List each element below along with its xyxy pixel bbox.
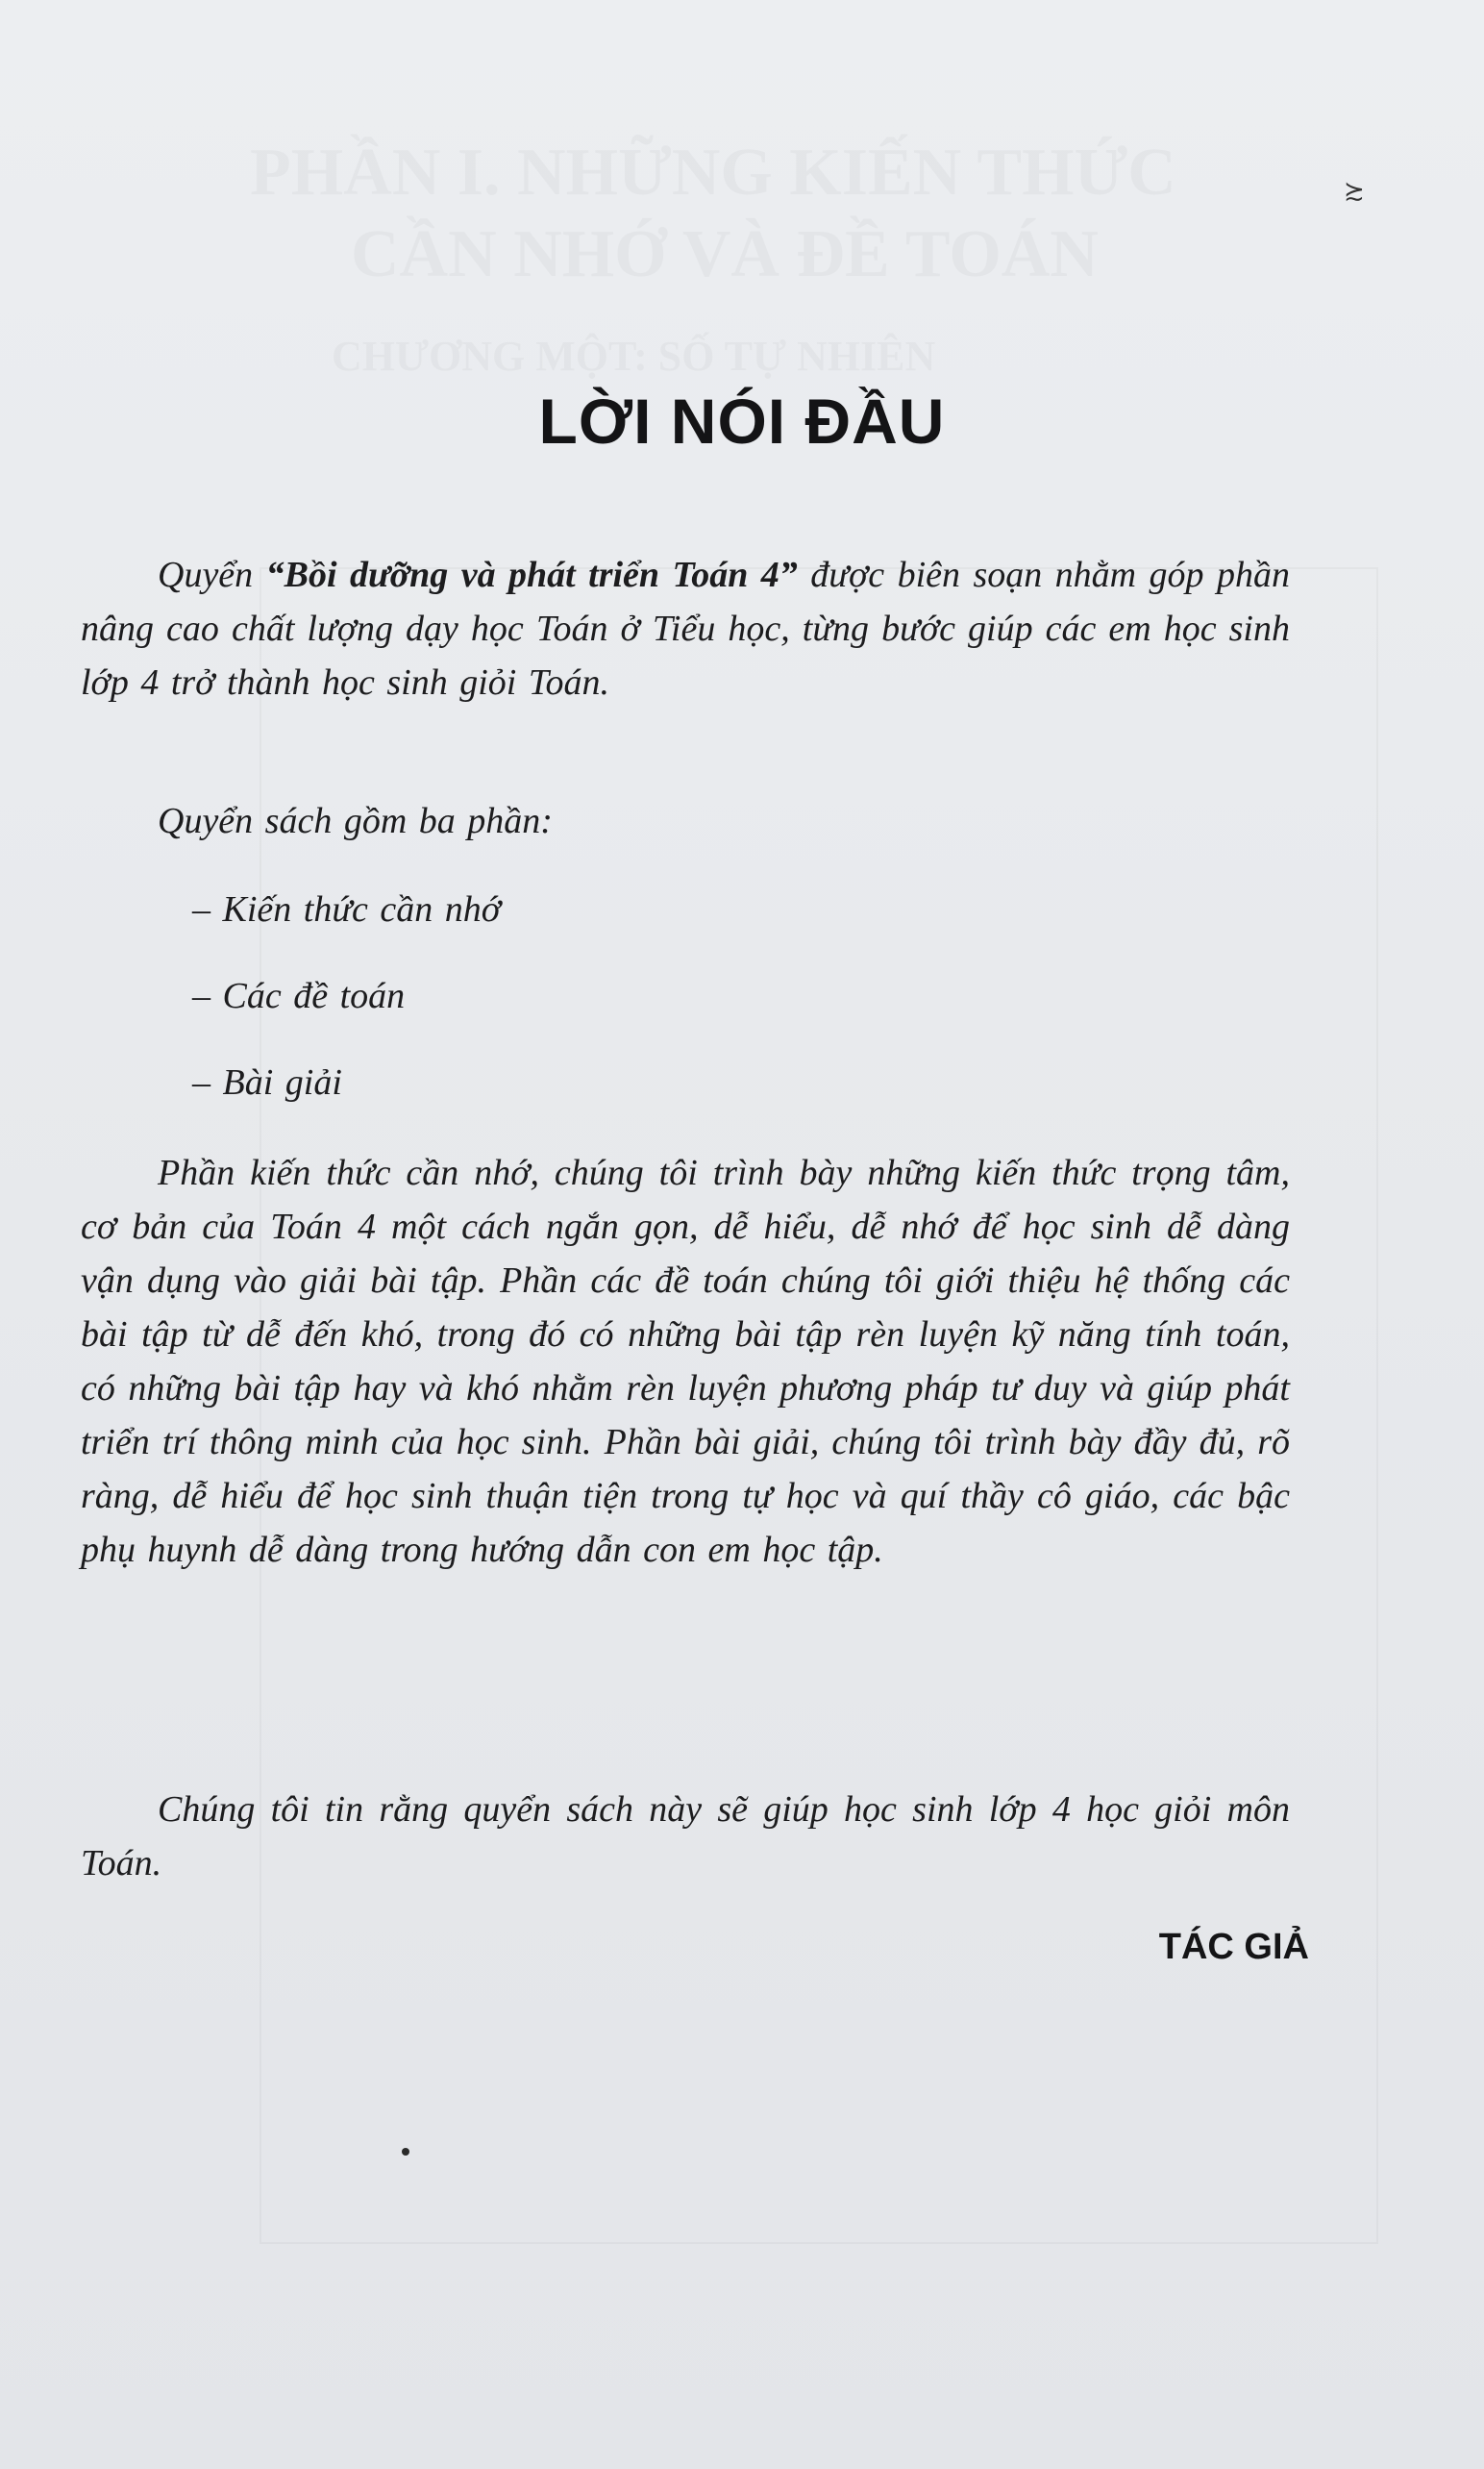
show-through-text <box>332 332 935 381</box>
part-item: – Kiến thức cần nhớ <box>192 889 502 930</box>
parts-intro: Quyển sách gồm ba phần: <box>158 801 553 841</box>
closing-paragraph: Chúng tôi tin rằng quyển sách này sẽ giúp học sinh lớp 4 học giỏi môn Toán. <box>81 1789 1290 1883</box>
intro-after: được biên soạn nhằm góp phần nâng cao chất lượng dạy học Toán ở Tiểu học, từng bước giúp các em học sinh lớp 4 trở thành học sinh giỏi Toán. <box>81 555 1290 703</box>
ink-dot <box>402 2148 409 2156</box>
corner-mark: ≿ <box>1344 177 1365 205</box>
intro-paragraph <box>81 548 1290 710</box>
show-through-text <box>351 216 1099 293</box>
part-item: – Các đề toán <box>192 976 406 1016</box>
show-through-text <box>250 135 1176 212</box>
body-paragraph: Phần kiến thức cần nhớ, chúng tôi trình bày những kiến thức trọng tâm, cơ bản của Toán 4 một cách ngắn gọn, dễ hiểu, dễ nhớ để học sinh dễ dàng vận dụng vào giải bài tập. Phần các đề toán chúng tôi giới thiệu hệ thống các bài tập từ dễ đến khó, trong đó có những bài tập rèn luyện kỹ năng tính toán, có những bài tập hay và khó nhằm rèn luyện phương pháp tư duy và giúp phát triển trí thông minh của học sinh. Phần bài giải, chúng tôi trình bày đầy đủ, rõ ràng, dễ hiểu để học sinh thuận tiện trong tự học và quí thầy cô giáo, các bậc phụ huynh dễ dàng trong hướng dẫn con em học tập. <box>81 1153 1290 1570</box>
intro-before: Quyển <box>158 555 266 595</box>
author-signature: TÁC GIẢ <box>1158 1927 1309 1967</box>
book-title: “Bồi dưỡng và phát triển Toán 4” <box>265 555 798 595</box>
part-item: – Bài giải <box>192 1062 342 1103</box>
page-title: LỜI NÓI ĐẦU <box>538 386 946 457</box>
